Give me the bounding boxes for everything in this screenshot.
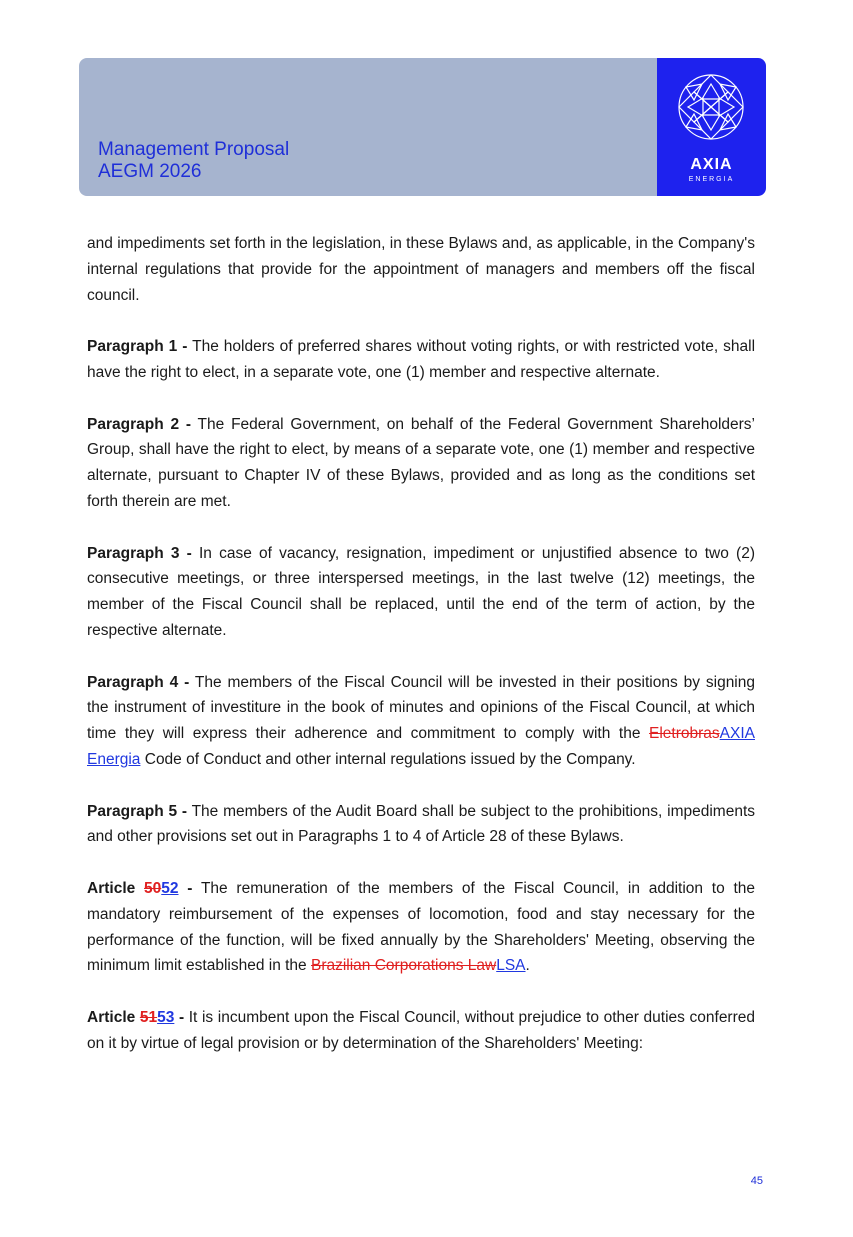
title-line-1: Management Proposal (98, 139, 290, 160)
inserted-text: LSA (496, 957, 526, 975)
paragraph-4: Paragraph 4 - The members of the Fiscal Council will be invested in their positions by signing the instrument of investiture in the book of minutes and opinions of the Fiscal Council, at which time they will express their adherence and commitment to comply with the EletrobrasAXIA Energia Code of Conduct and other internal regulations issued by the Company. (87, 673, 755, 768)
article-53: Article 5153 - It is incumbent upon the Fiscal Council, without prejudice to other duties conferred on it by virtue of legal provision or by determination of the Shareholders' Meeting: (87, 1008, 755, 1052)
paragraph-5-label: Paragraph 5 - (87, 802, 188, 820)
inserted-article-number: 53 (157, 1008, 175, 1026)
deleted-article-number: 50 (144, 879, 162, 897)
paragraph-3-label: Paragraph 3 - (87, 544, 192, 562)
document-title (98, 139, 289, 183)
inserted-article-number: 52 (161, 879, 179, 897)
intro-paragraph: and impediments set forth in the legislation, in these Bylaws and, as applicable, in the Company's internal regulations that provide for the appointment of managers and members off the fiscal council. (87, 235, 755, 304)
logo-subtitle: ENERGIA (688, 176, 735, 183)
document-body (87, 231, 755, 1082)
deleted-text: Eletrobras (649, 725, 720, 743)
company-logo (657, 58, 766, 196)
paragraph-1-label: Paragraph 1 - (87, 338, 188, 356)
logo-name: AXIA (690, 156, 733, 173)
page-number: 45 (750, 1175, 763, 1187)
deleted-article-number: 51 (139, 1008, 158, 1026)
paragraph-1: Paragraph 1 - The holders of preferred shares without voting rights, or with restricted vote, shall have the right to elect, in a separate vote, one (1) member and respective alternate. (87, 338, 756, 381)
globe-icon (676, 72, 746, 142)
article-52: Article 5052 - The remuneration of the members of the Fiscal Council, in addition to the mandatory reimbursement of the expenses of locomotion, food and stay necessary for the performance of the function, will be fixed annually by the Shareholders' Meeting, observing the minimum limit established in the Brazilian Corporations LawLSA. (87, 879, 756, 975)
paragraph-2: Paragraph 2 - The Federal Government, on behalf of the Federal Government Shareholders’ Group, shall have the right to elect, by means of a separate vote, one (1) member and respective alternate, pursuant to Chapter IV of these Bylaws, provided and as long as the conditions set forth therein are met. (87, 415, 756, 510)
paragraph-5: Paragraph 5 - The members of the Audit Board shall be subject to the prohibitions, impediments and other provisions set out in Paragraphs 1 to 4 of Article 28 of these Bylaws. (87, 802, 756, 846)
paragraph-2-label: Paragraph 2 - (87, 415, 192, 433)
inserted-text: AXIA Energia (87, 725, 755, 768)
paragraph-4-label: Paragraph 4 - (87, 673, 190, 691)
paragraph-3: Paragraph 3 - In case of vacancy, resignation, impediment or unjustified absence to two (2) consecutive meetings, or three interspersed meetings, in the last twelve (12) meetings, the member of the Fiscal Council shall be replaced, until the end of the term of action, by the respective alternate. (87, 544, 755, 639)
title-line-2: AEGM 2026 (98, 161, 202, 182)
deleted-text: Brazilian Corporations Law (310, 957, 497, 975)
